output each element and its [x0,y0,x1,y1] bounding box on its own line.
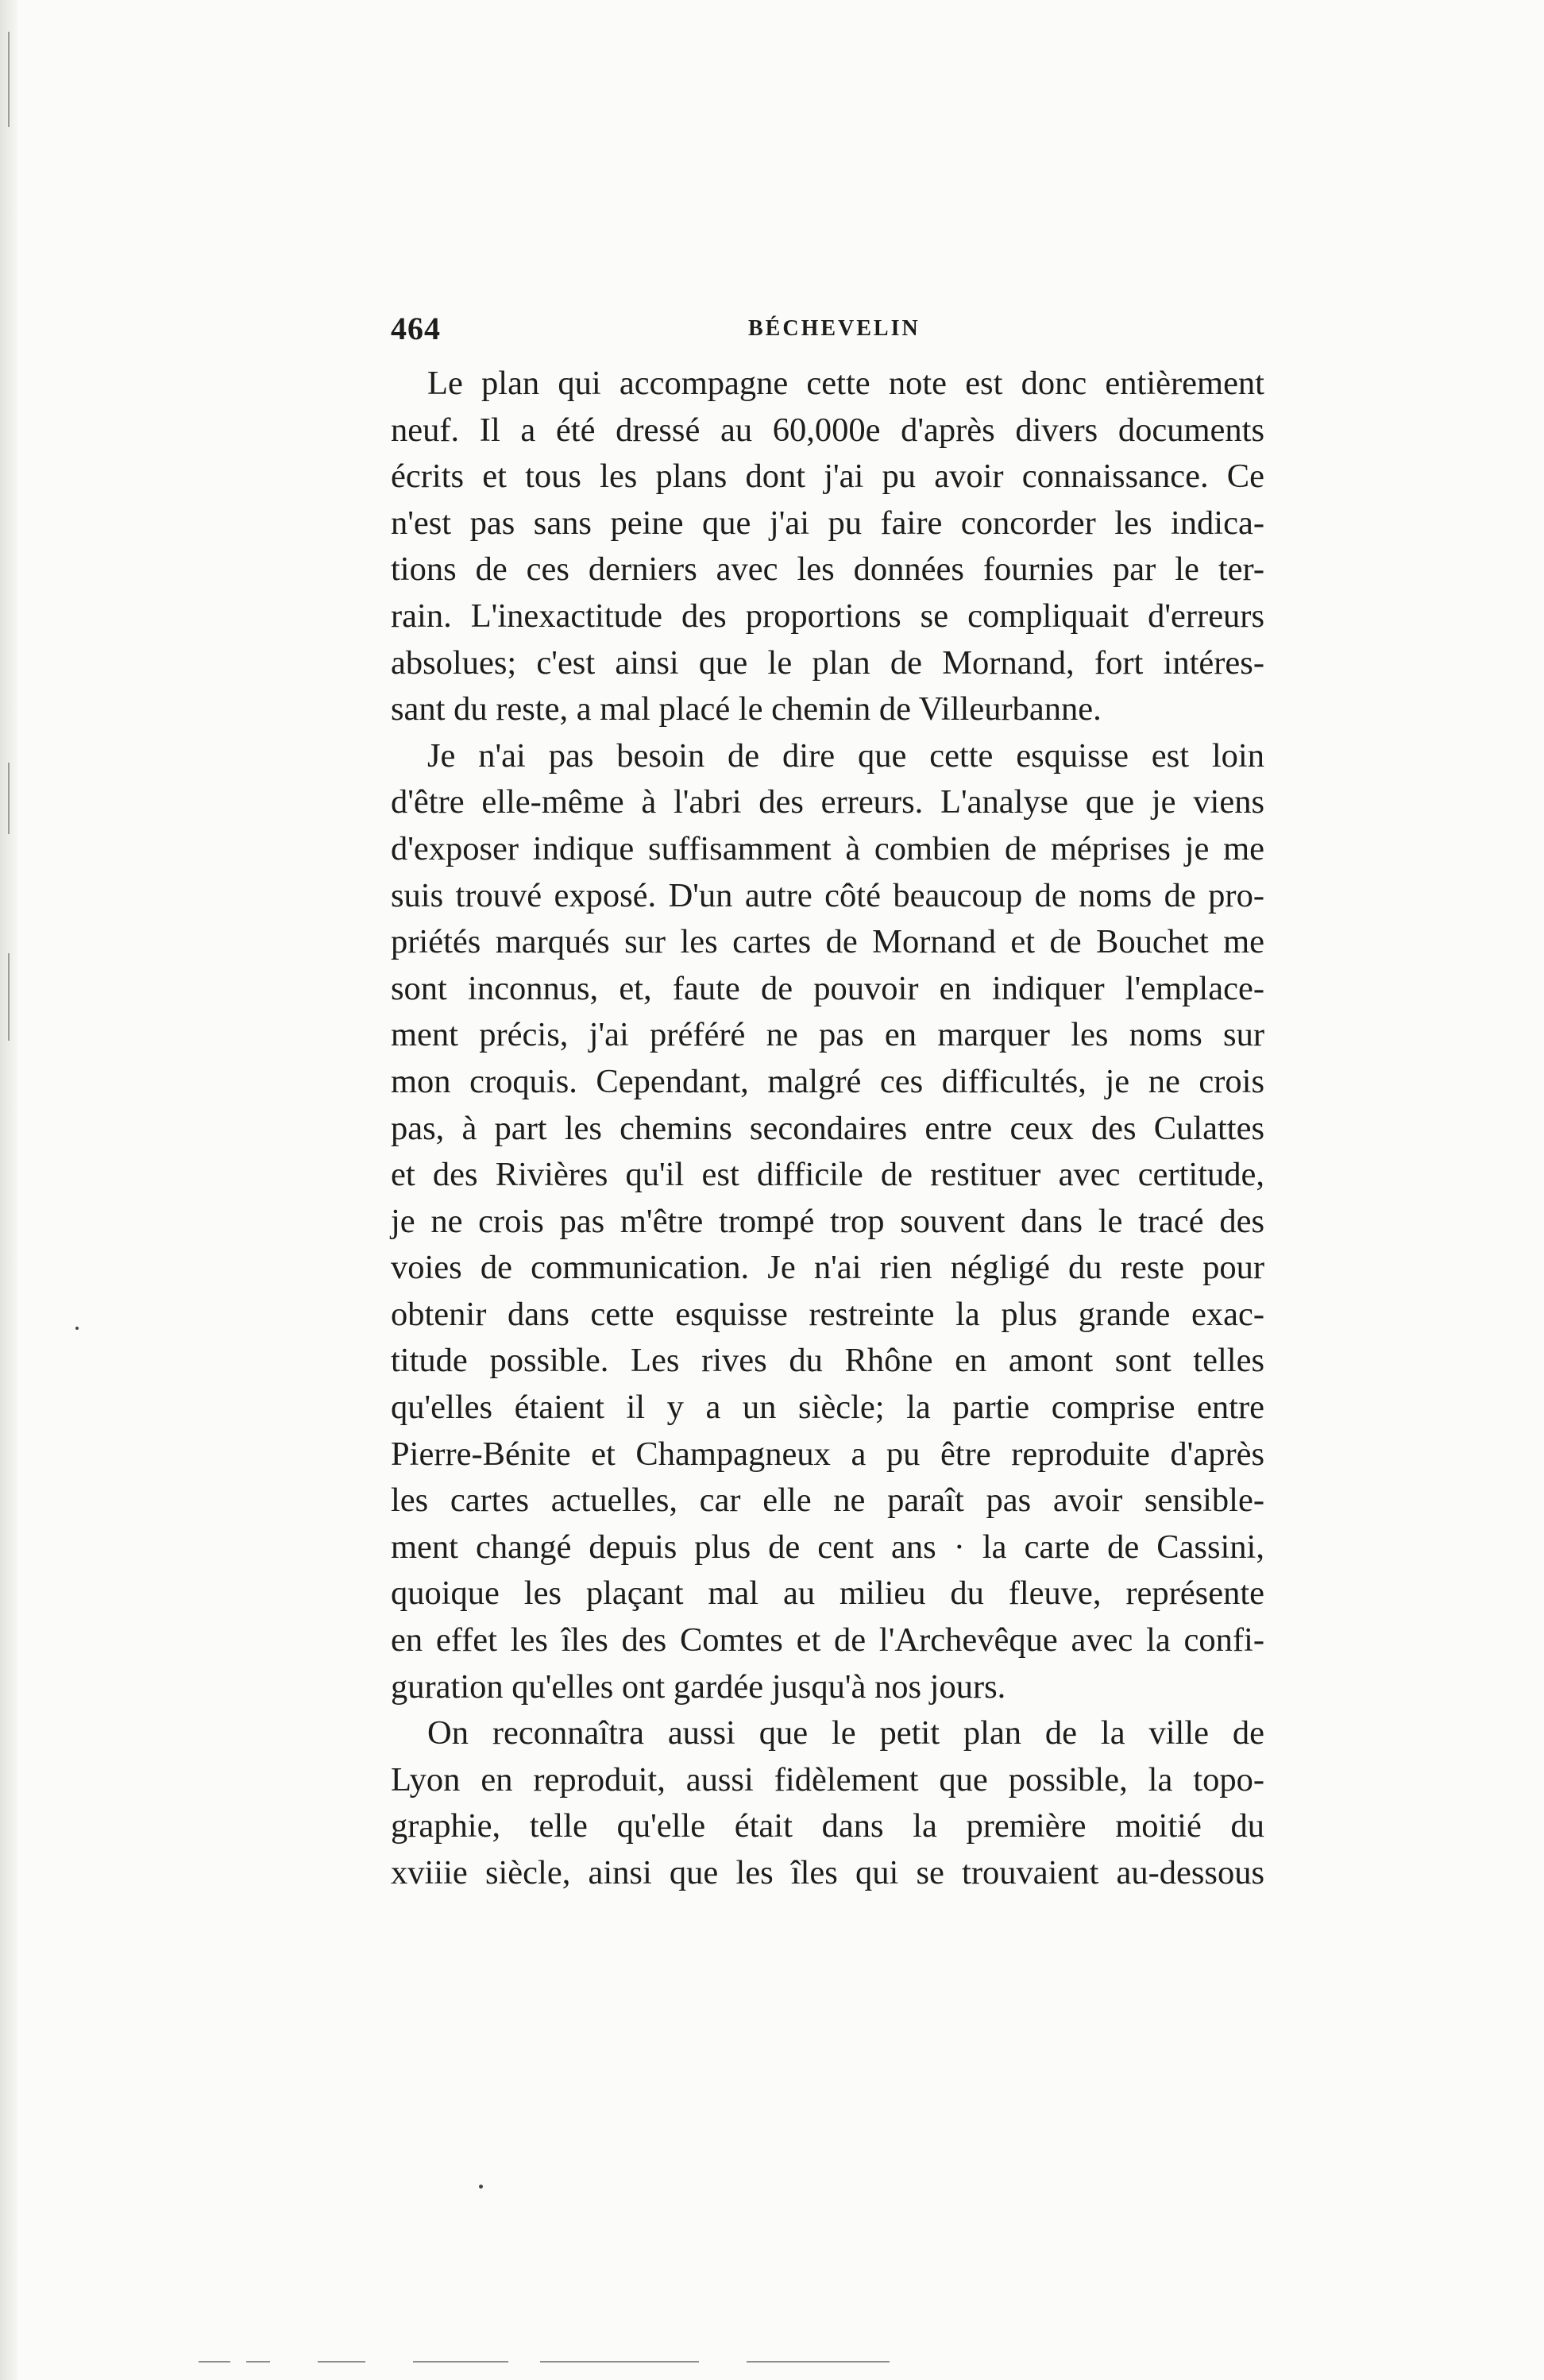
footer-dash [413,2361,508,2363]
ink-speck [75,1327,79,1330]
footer-dash [747,2361,890,2363]
scan-edge [0,0,17,2380]
body-text [391,361,1264,1897]
text-line: tions de ces derniers avec les données fournies par le ter- [391,551,1264,589]
text-line: d'exposer indique suffisamment à combien de méprises je me [391,829,1264,867]
page-number: 464 [391,311,441,346]
text-line: en effet les îles des Comtes et de l'Archevêque avec la confi- [391,1621,1264,1659]
text-line: sant du reste, a mal placé le chemin de Villeurbanne. [391,690,1102,728]
running-head [391,310,1264,350]
text-line: les cartes actuelles, car elle ne paraît pas avoir sensible- [391,1482,1264,1520]
footer-dash [318,2361,365,2363]
text-line: Le plan qui accompagne cette note est donc entièrement [427,365,1264,402]
text-line: On reconnaîtra aussi que le petit plan de la ville de [427,1714,1264,1752]
text-line: voies de communication. Je n'ai rien négligé du reste pour [391,1249,1264,1287]
text-line: xviiie siècle, ainsi que les îles qui se trouvaient au-dessous [391,1854,1264,1891]
footer-dash [199,2361,230,2363]
ink-speck [479,2185,483,2189]
text-line: Pierre-Bénite et Champagneux a pu être reproduite d'après [391,1435,1264,1473]
text-line: sont inconnus, et, faute de pouvoir en indiquer l'emplace- [391,969,1264,1007]
text-line: Lyon en reproduit, aussi fidèlement que possible, la topo- [391,1760,1264,1799]
text-line: neuf. Il a été dressé au 60,000e d'après divers documents [391,411,1264,449]
text-line: je ne crois pas m'être trompé trop souvent dans le tracé des [391,1202,1264,1240]
scan-mark [8,32,10,127]
text-line: guration qu'elles ont gardée jusqu'à nos jours. [391,1667,1006,1706]
text-line: Je n'ai pas besoin de dire que cette esquisse est loin [427,736,1264,775]
paragraph [391,1710,1264,1896]
text-line: priétés marqués sur les cartes de Mornand et de Bouchet me [391,923,1264,961]
text-line: absolues; c'est ainsi que le plan de Mornand, fort intéres- [391,643,1264,682]
text-line: rain. L'inexactitude des proportions se compliquait d'erreurs [391,597,1264,635]
text-line: et des Rivières qu'il est difficile de restituer avec certitude, [391,1156,1264,1194]
text-line: ment précis, j'ai préféré ne pas en marquer les noms sur [391,1016,1264,1054]
paragraph [391,733,1264,1710]
running-title: BÉCHEVELIN [748,316,921,341]
paragraph [391,361,1264,733]
text-line: quoique les plaçant mal au milieu du fleuve, représente [391,1574,1264,1613]
scan-mark [8,763,10,834]
text-line: d'être elle-même à l'abri des erreurs. L'analyse que je viens [391,783,1264,821]
text-line: mon croquis. Cependant, malgré ces difficultés, je ne crois [391,1062,1264,1100]
text-line: obtenir dans cette esquisse restreinte la plus grande exac- [391,1295,1264,1333]
text-line: ment changé depuis plus de cent ans · la carte de Cassini, [391,1528,1264,1566]
text-line: n'est pas sans peine que j'ai pu faire concorder les indica- [391,504,1264,542]
text-line: graphie, telle qu'elle était dans la première moitié du [391,1807,1264,1845]
footer-dash [540,2361,699,2363]
footer-dash [246,2361,270,2363]
scan-mark [8,953,10,1041]
text-line: titude possible. Les rives du Rhône en amont sont telles [391,1342,1264,1380]
text-line: qu'elles étaient il y a un siècle; la partie comprise entre [391,1389,1264,1427]
text-line: écrits et tous les plans dont j'ai pu avoir connaissance. Ce [391,458,1264,496]
text-line: pas, à part les chemins secondaires entre ceux des Culattes [391,1109,1264,1147]
text-line: suis trouvé exposé. D'un autre côté beaucoup de noms de pro- [391,876,1264,914]
